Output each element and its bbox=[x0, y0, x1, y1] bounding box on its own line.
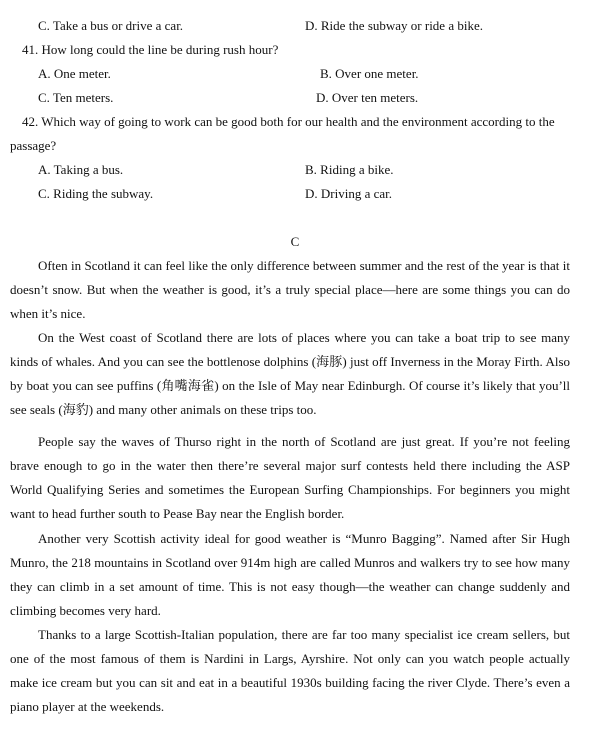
q42-option-b: B. Riding a bike. bbox=[305, 162, 394, 177]
q42-options-row-1 bbox=[0, 162, 590, 178]
passage-paragraph-2 bbox=[10, 326, 570, 422]
q42-option-a: A. Taking a bus. bbox=[38, 162, 124, 177]
q40-options-row bbox=[0, 18, 590, 34]
q41-stem: 41. How long could the line be during rush hour? bbox=[22, 42, 279, 57]
q41-option-b: B. Over one meter. bbox=[320, 66, 419, 81]
q41-options-row-1 bbox=[0, 66, 590, 82]
q41-option-d: D. Over ten meters. bbox=[316, 90, 419, 105]
q42-option-d: D. Driving a car. bbox=[305, 186, 393, 201]
passage-paragraph-5 bbox=[10, 623, 570, 719]
passage-text-5: Thanks to a large Scottish-Italian population, there are far too many specialist ice cream sellers, but one of the most famous of them is Nardini in Largs, Ayrshire. Not only can you watch people actually make ice cream but you can sit and eat in a beautiful 1930s building facing the river Clyde. There’s even a piano player at the weekends. bbox=[10, 627, 570, 714]
section-letter: C bbox=[290, 234, 300, 249]
q40-option-c: C. Take a bus or drive a car. bbox=[38, 18, 184, 33]
q40-option-d: D. Ride the subway or ride a bike. bbox=[305, 18, 483, 33]
q41-option-a: A. One meter. bbox=[38, 66, 111, 81]
passage-paragraph-4 bbox=[10, 527, 570, 623]
passage-paragraph-3 bbox=[10, 430, 570, 526]
passage-text-3: People say the waves of Thurso right in the north of Scotland are just great. If you’re not feeling brave enough to go in the water then there’re several major surf contests held there including the ASP World Qualifying Series and sometimes the European Surfing Championships. For beginners you might want to head further south to Pease Bay near the English border. bbox=[10, 434, 570, 521]
q42-options-row-2 bbox=[0, 186, 590, 202]
passage-text-1: Often in Scotland it can feel like the only difference between summer and the rest of the year is that it doesn’t snow. But when the weather is good, it’s a truly special place—here are some things you can do when it’s nice. bbox=[10, 258, 570, 321]
q41-options-row-2 bbox=[0, 90, 590, 106]
passage-text-4: Another very Scottish activity ideal for good weather is “Munro Bagging”. Named after Sir Hugh Munro, the 218 mountains in Scotland over 914m high are called Munros and walkers try to see how many they can climb in a set amount of time. This is not easy though—the weather can change suddenly and climbing becomes very hard. bbox=[10, 531, 570, 618]
passage-paragraph-1 bbox=[10, 254, 570, 326]
q42-option-c: C. Riding the subway. bbox=[38, 186, 154, 201]
q41-option-c: C. Ten meters. bbox=[38, 90, 114, 105]
q42-stem: 42. Which way of going to work can be good both for our health and the environment according to the passage? bbox=[10, 114, 555, 153]
passage-text-2: On the West coast of Scotland there are lots of places where you can take a boat trip to see many kinds of whales. And you can see the bottlenose dolphins (海豚) just off Inverness in the Moray Firth. Also by boat you can see puffins (角嘴海雀) on the Isle of May near Edinburgh. Of course it’s likely that you’ll see seals (海豹) and many other animals on these trips too. bbox=[10, 330, 570, 417]
